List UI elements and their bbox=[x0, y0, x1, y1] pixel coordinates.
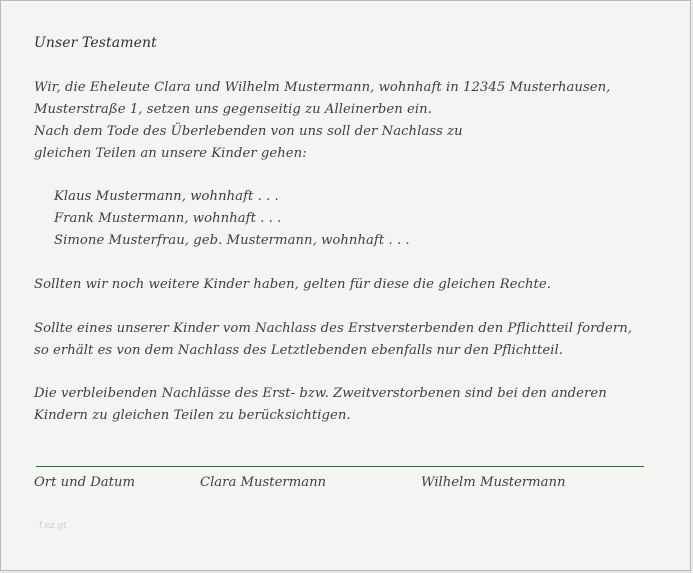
signature-rule bbox=[36, 466, 644, 467]
child-entry-2: Frank Mustermann, wohnhaft . . . bbox=[54, 211, 282, 226]
signature-wilhelm: Wilhelm Mustermann bbox=[421, 475, 566, 490]
document-title: Unser Testament bbox=[34, 35, 157, 51]
child-entry-1: Klaus Mustermann, wohnhaft . . . bbox=[54, 189, 279, 204]
paragraph1-line1: Wir, die Eheleute Clara und Wilhelm Mustermann, wohnhaft in 12345 Musterhausen, bbox=[34, 80, 611, 95]
signature-clara: Clara Mustermann bbox=[200, 475, 327, 490]
paragraph1-line2: Musterstraße 1, setzen uns gegenseitig zu Alleinerben ein. bbox=[34, 102, 432, 117]
paragraph4-line2: Kindern zu gleichen Teilen zu berücksichtigen. bbox=[34, 408, 351, 423]
place-date-label: Ort und Datum bbox=[34, 475, 135, 490]
paragraph4-line1: Die verbleibenden Nachlässe des Erst- bzw. Zweitverstorbenen sind bei den anderen bbox=[34, 386, 607, 401]
paragraph2-line1: Sollten wir noch weitere Kinder haben, gelten für diese die gleichen Rechte. bbox=[34, 277, 551, 292]
paragraph1-line4: gleichen Teilen an unsere Kinder gehen: bbox=[34, 146, 307, 161]
paragraph3-line1: Sollte eines unserer Kinder vom Nachlass des Erstversterbenden den Pflichtteil fordern, bbox=[34, 321, 632, 336]
child-entry-3: Simone Musterfrau, geb. Mustermann, wohnhaft . . . bbox=[54, 233, 410, 248]
paragraph3-line2: so erhält es von dem Nachlass des Letztlebenden ebenfalls nur den Pflichtteil. bbox=[34, 343, 564, 358]
paragraph1-line3: Nach dem Tode des Überlebenden von uns soll der Nachlass zu bbox=[34, 124, 463, 139]
watermark: f.ez.gt bbox=[39, 521, 67, 531]
